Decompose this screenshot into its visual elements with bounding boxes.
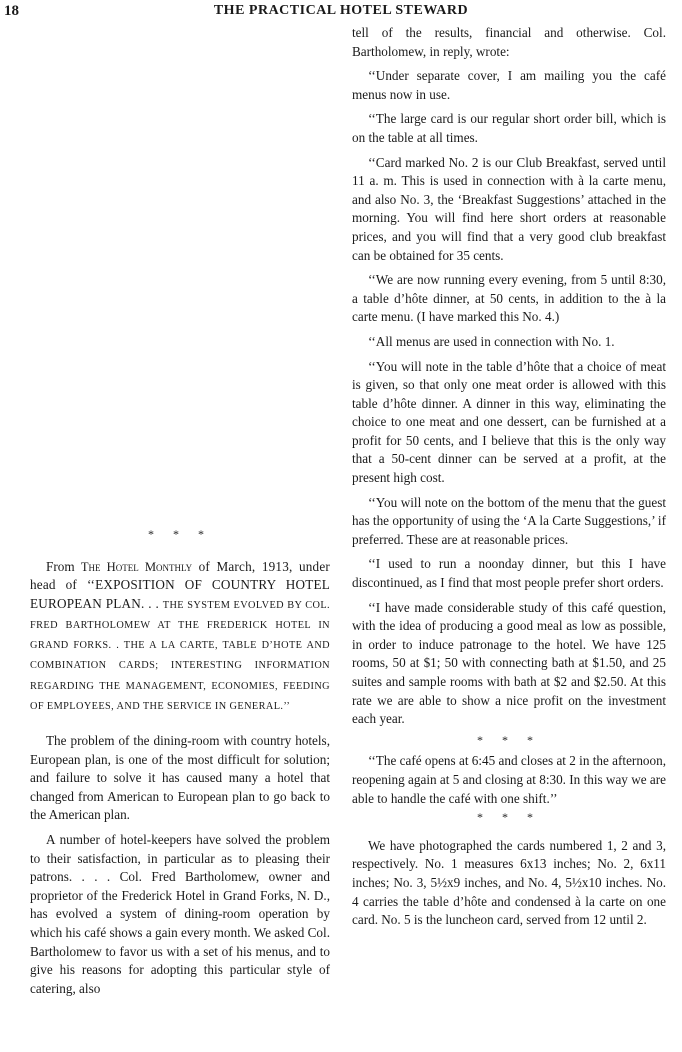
section-divider: * * * (477, 810, 541, 825)
body-paragraph: We have photographed the cards numbered 1, 2 and 3, respectively. No. 1 measures 6x13 inches; No. 2, 6x11 inches; No. 3, 5½x9 inches, and No. 4, 5½x10 inches. No. 4 carries the table d’hôte and condensed à la carte on one card. No. 5 is the luncheon card, served from 12 until 2. (352, 837, 666, 928)
section-divider: * * * (148, 527, 212, 541)
letter-paragraph: ‘‘You will note on the bottom of the menu that the guest has the opportunity of using the ‘A la Carte Suggestions,’ if preferred. These are at reasonable prices. (352, 494, 666, 547)
intro-text-b: of March, 1913, under head of ‘‘EXPOSITION OF COUNTRY HOTEL EUROPEAN PLAN. . . (30, 558, 330, 611)
intro-caps-text: THE SYSTEM EVOLVED BY COL. FRED BARTHOLOMEW AT THE FREDERICK HOTEL IN GRAND FORKS. . THE A LA CARTE, TABLE D’HOTE AND COMBINATION CARDS; INTERESTING INFORMATION REGARDING THE MANAGEMENT, ECONOMIES, FEEDING OF EMPLOYEES, AND THE SERVICE IN GENERAL.’’ (30, 599, 330, 712)
body-paragraph: A number of hotel-keepers have solved the problem to their satisfaction, in particular as to pleasing their patrons. . . . Col. Fred Bartholomew, owner and proprietor of the Frederick Hotel in Grand Forks, N. D., has evolved a system of dining-room operation by which his café shows a gain every month. We asked Col. Bartholomew to favor us with a set of his menus, and to give his reasons for adopting this particular style of catering, also (30, 831, 330, 996)
letter-paragraph: ‘‘You will note in the table d’hôte that a choice of meat is given, so that only one meat order is allowed with this table d’hôte dinner. A dinner in this way, eliminating the choice to one meat and one dessert, can be furnished at a profit for 50 cents, and I believe that this is the only way that a 50-cent dinner can be served at a profit, at the present high cost. (352, 358, 666, 486)
right-column (352, 24, 666, 930)
section-divider: * * * (477, 732, 541, 747)
intro-source: The Hotel Monthly (80, 559, 193, 574)
letter-paragraph: ‘‘I used to run a noonday dinner, but this I have discontinued, as I find that most people prefer short orders. (352, 556, 666, 591)
letter-paragraph: ‘‘I have made considerable study of this café question, with the idea of producing a good meal as low as possible, in order to induce patronage to the hotel. We have 125 rooms, 50 at $1; 50 with connecting bath at $1.50, and 25 suites and sample rooms with bath at $2 and $2.50. At this rate we are able to show a nice profit on the investment each year. (352, 599, 666, 727)
letter-paragraph: ‘‘All menus are used in connection with No. 1. (368, 333, 615, 349)
letter-paragraph: ‘‘We are now running every evening, from 5 until 8:30, a table d’hôte dinner, at 50 cents, in addition to the à la carte menu. (I have marked this No. 4.) (352, 272, 666, 325)
letter-paragraph: ‘‘The large card is our regular short order bill, which is on the table at all times. (352, 111, 666, 145)
body-paragraph: tell of the results, financial and otherwise. Col. Bartholomew, in reply, wrote: (352, 25, 666, 59)
body-paragraph: The problem of the dining-room with country hotels, European plan, is one of the most difficult for solution; and failure to solve it has caused many a hotel that changed from American to European plan to go back to the American plan. (30, 733, 330, 823)
page-number: 18 (4, 3, 19, 19)
intro-text-a: From (46, 558, 81, 574)
letter-paragraph: ‘‘The café opens at 6:45 and closes at 2 in the afternoon, reopening again at 5 and closing at 8:30. In this way we are able to handle the café with one shift.’’ (352, 753, 666, 806)
intro-paragraph (30, 558, 330, 716)
left-column (30, 525, 330, 998)
letter-paragraph: ‘‘Card marked No. 2 is our Club Breakfast, served until 11 a. m. This is used in connection with à la carte menu, and also No. 3, the ‘Breakfast Suggestions’ attached in the morning. You will find here short orders at reasonable prices, and you will find that a very good club breakfast can be obtained for 35 cents. (352, 154, 666, 263)
page-header (0, 3, 682, 23)
running-title: THE PRACTICAL HOTEL STEWARD (213, 3, 469, 18)
letter-paragraph: ‘‘Under separate cover, I am mailing you the café menus now in use. (352, 68, 666, 102)
